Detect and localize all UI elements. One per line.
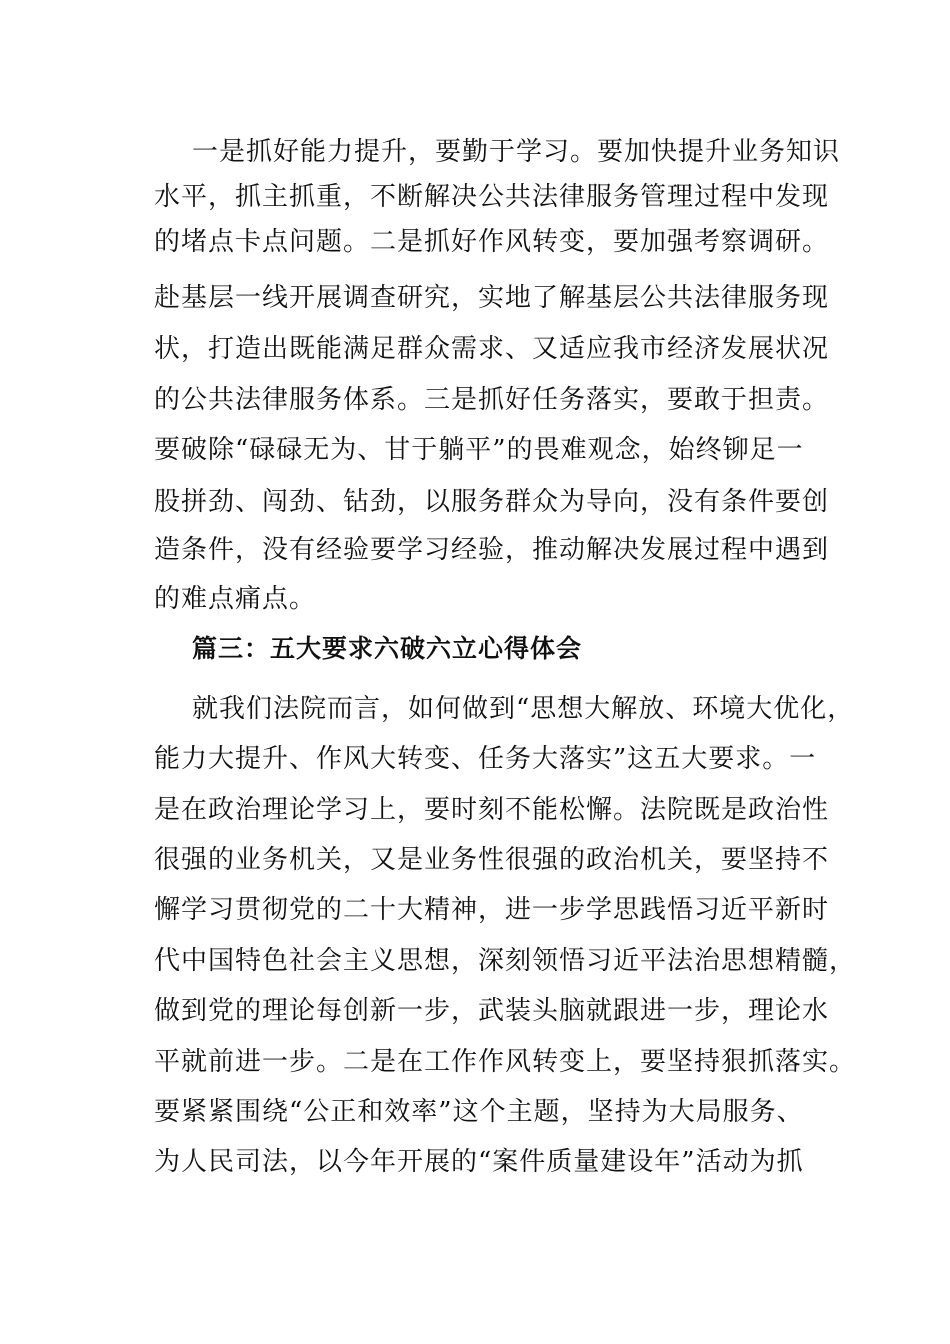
paragraph-1-line-3: 的堵点卡点问题。二是抓好作风转变，要加强考察调研。 bbox=[154, 227, 830, 257]
paragraph-2-line-7: 做到党的理论每创新一步，武装头脑就跟进一步，理论水 bbox=[154, 996, 830, 1026]
paragraph-1-line-8: 股拼劲、闯劲、钻劲，以服务群众为导向，没有条件要创 bbox=[154, 487, 830, 517]
paragraph-1-line-7: 要破除“碌碌无为、甘于躺平”的畏难观念，始终铆足一 bbox=[154, 435, 804, 465]
paragraph-1-line-4: 赴基层一线开展调查研究，实地了解基层公共法律服务现 bbox=[154, 283, 830, 313]
paragraph-1-line-6: 的公共法律服务体系。三是抓好任务落实，要敢于担责。 bbox=[154, 385, 830, 415]
paragraph-1-line-5: 状，打造出既能满足群众需求、又适应我市经济发展状况 bbox=[154, 334, 830, 364]
paragraph-2-line-2: 能力大提升、作风大转变、任务大落实”这五大要求。一 bbox=[154, 744, 817, 774]
paragraph-1-line-9: 造条件，没有经验要学习经验，推动解决发展过程中遇到 bbox=[154, 535, 830, 565]
paragraph-1-line-10: 的难点痛点。 bbox=[154, 584, 317, 614]
paragraph-2-line-9: 要紧紧围绕“公正和效率”这个主题，坚持为大局服务、 bbox=[154, 1097, 804, 1127]
paragraph-2-line-5: 懈学习贯彻党的二十大精神，进一步学思践悟习近平新时 bbox=[154, 895, 830, 925]
paragraph-2-line-8: 平就前进一步。二是在工作作风转变上，要坚持狠抓落实。 bbox=[154, 1047, 857, 1077]
paragraph-2-line-1: 就我们法院而言，如何做到“思想大解放、环境大优化， bbox=[192, 694, 855, 724]
paragraph-2-line-4: 很强的业务机关，又是业务性很强的政治机关，要坚持不 bbox=[154, 845, 830, 875]
paragraph-2-line-6: 代中国特色社会主义思想，深刻领悟习近平法治思想精髓， bbox=[154, 946, 857, 976]
paragraph-2-line-10: 为人民司法，以今年开展的“案件质量建设年”活动为抓 bbox=[154, 1147, 804, 1177]
paragraph-1-line-2: 水平，抓主抓重，不断解决公共法律服务管理过程中发现 bbox=[154, 182, 830, 212]
section-heading: 篇三：五大要求六破六立心得体会 bbox=[192, 634, 583, 663]
paragraph-2-line-3: 是在政治理论学习上，要时刻不能松懈。法院既是政治性 bbox=[154, 795, 830, 825]
paragraph-1-line-1: 一是抓好能力提升，要勤于学习。要加快提升业务知识 bbox=[192, 137, 841, 167]
